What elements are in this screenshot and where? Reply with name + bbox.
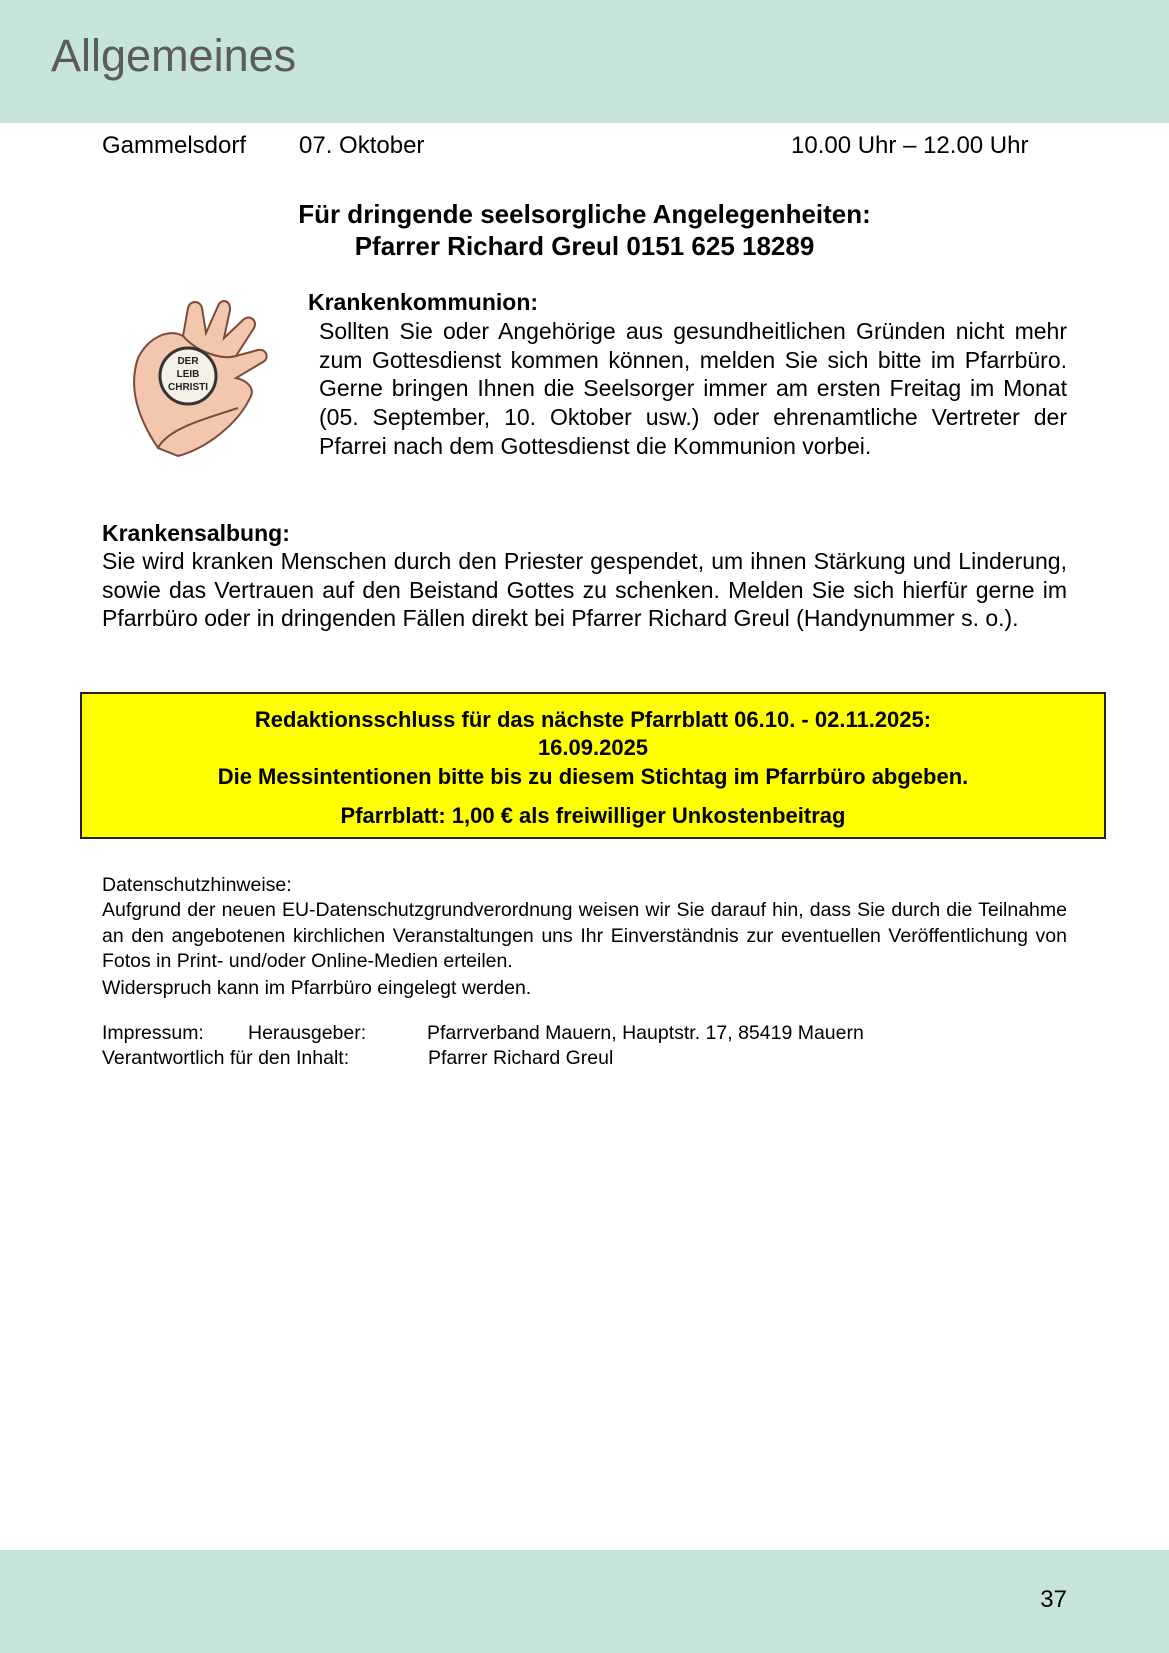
page-number: 37 bbox=[1040, 1586, 1067, 1613]
mass-intentions-note: Die Messintentionen bitte bis zu diesem Stichtag im Pfarrbüro abgeben. bbox=[217, 764, 969, 789]
responsible-value: Pfarrer Richard Greul bbox=[428, 1047, 614, 1069]
publisher-label: Herausgeber: bbox=[248, 1022, 367, 1044]
svg-text:DER: DER bbox=[177, 356, 199, 367]
footer-band bbox=[0, 1550, 1169, 1653]
publisher-value: Pfarrverband Mauern, Hauptstr. 17, 85419 Mauern bbox=[427, 1022, 864, 1044]
krankensalbung-heading: Krankensalbung: bbox=[102, 520, 290, 546]
krankenkommunion-heading: Krankenkommunion: bbox=[308, 289, 539, 315]
urgent-contact bbox=[0, 198, 1169, 262]
price-note: Pfarrblatt: 1,00 € als freiwilliger Unkostenbeitrag bbox=[340, 803, 846, 828]
deadline-notice-box bbox=[80, 692, 1106, 839]
responsible-label: Verantwortlich für den Inhalt: bbox=[102, 1047, 350, 1069]
svg-text:LEIB: LEIB bbox=[176, 369, 200, 380]
deadline-line: Redaktionsschluss für das nächste Pfarrblatt 06.10. - 02.11.2025: bbox=[254, 707, 932, 732]
impressum-label: Impressum: bbox=[102, 1022, 204, 1044]
datenschutz-text: Aufgrund der neuen EU-Datenschutzgrundverordnung weisen wir Sie darauf hin, dass Sie durch die Teilnahme an den angebotenen kirchlichen Veranstaltungen uns Ihr Einverständnis zur eventuellen Veröffentlichung von Fotos in Print- und/oder Online-Medien erteilen. bbox=[102, 899, 1067, 972]
svg-text:CHRISTI: CHRISTI bbox=[168, 382, 208, 393]
krankenkommunion-text: Sollten Sie oder Angehörige aus gesundheitlichen Gründen nicht mehr zum Gottesdienst kommen können, melden Sie sich bitte im Pfarrbüro. Gerne bringen Ihnen die Seelsorger immer am ersten Freitag im Monat (05. September, 10. Oktober usw.) oder ehrenamtliche Vertreter der Pfarrei nach dem Gottesdienst die Kommunion vorbei. bbox=[319, 318, 1067, 459]
schedule-date: 07. Oktober bbox=[299, 132, 425, 159]
schedule-place: Gammelsdorf bbox=[102, 132, 247, 159]
urgent-heading: Für dringende seelsorgliche Angelegenheiten: bbox=[298, 199, 871, 229]
schedule-time: 10.00 Uhr – 12.00 Uhr bbox=[791, 132, 1029, 159]
communion-hands-illustration bbox=[128, 298, 274, 458]
page-title: Allgemeines bbox=[51, 30, 297, 81]
urgent-phone: Pfarrer Richard Greul 0151 625 18289 bbox=[354, 231, 815, 261]
datenschutz-title: Datenschutzhinweise: bbox=[102, 874, 292, 896]
datenschutz-note: Widerspruch kann im Pfarrbüro eingelegt werden. bbox=[102, 977, 532, 999]
deadline-date: 16.09.2025 bbox=[537, 735, 649, 760]
krankensalbung-text: Sie wird kranken Menschen durch den Priester gespendet, um ihnen Stärkung und Linderung, sowie das Vertrauen auf den Beistand Gottes zu schenken. Melden Sie sich hierfür gerne im Pfarrbüro oder in dringenden Fällen direkt bei Pfarrer Richard Greul (Handynummer s. o.). bbox=[102, 548, 1067, 632]
